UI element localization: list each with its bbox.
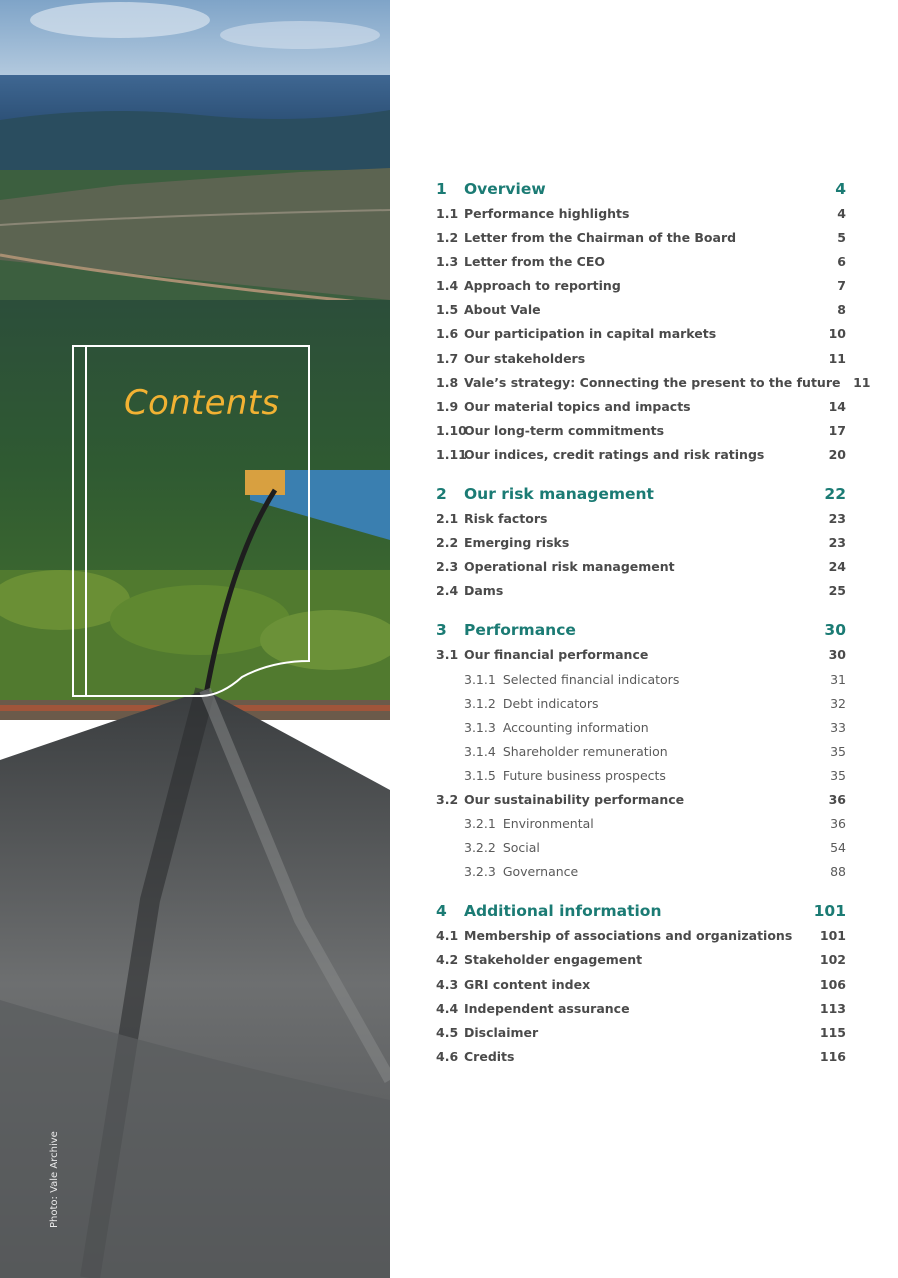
toc-item-title: Our stakeholders	[464, 350, 586, 366]
toc-item-number: 3.1.1	[464, 671, 496, 687]
toc-item-number: 3.1.3	[464, 719, 496, 735]
toc-item-title: Independent assurance	[464, 1000, 630, 1016]
toc-item-number: 4.5	[436, 1024, 459, 1040]
toc-section-page: 30	[824, 621, 846, 640]
toc-section-title: Performance	[464, 621, 576, 640]
cover-photo	[0, 0, 390, 1278]
toc-item-title: Letter from the Chairman of the Board	[464, 230, 737, 246]
toc-section-2[interactable]	[436, 485, 846, 511]
contents-heading: Contents	[124, 383, 280, 423]
toc-item-1-1[interactable]	[436, 206, 846, 230]
toc-item-title: Letter from the CEO	[464, 254, 605, 270]
toc-item-title: Our long-term commitments	[464, 422, 665, 438]
toc-item-number: 1.5	[436, 302, 459, 318]
toc-item-1-2[interactable]	[436, 230, 846, 254]
toc-item-title: Accounting information	[502, 719, 649, 735]
toc-item-page: 6	[837, 254, 846, 270]
toc-item-title: Membership of associations and organizations	[464, 928, 793, 944]
toc-item-title: Future business prospects	[502, 767, 666, 783]
toc-item-page: 20	[828, 446, 846, 462]
toc-item-number: 1.3	[436, 254, 459, 270]
toc-item-title: Credits	[464, 1048, 515, 1064]
toc-item-number: 4.2	[436, 952, 459, 968]
toc-item-title: Our participation in capital markets	[464, 326, 717, 342]
toc-item-title: Approach to reporting	[464, 278, 621, 294]
toc-item-3-2-3[interactable]	[436, 864, 846, 888]
toc-item-number: 3.2	[436, 791, 459, 807]
toc-item-title: Our sustainability performance	[464, 791, 685, 807]
toc-item-page: 14	[828, 398, 846, 414]
toc-item-number: 1.1	[436, 206, 459, 221]
toc-section-number: 2	[436, 485, 447, 504]
toc-section-4[interactable]	[436, 902, 846, 928]
toc-item-page: 115	[819, 1024, 846, 1040]
toc-item-number: 4.6	[436, 1048, 459, 1064]
toc-item-number: 1.2	[436, 230, 459, 246]
toc-item-number: 1.9	[436, 398, 459, 414]
toc-item-title: Our indices, credit ratings and risk ratings	[464, 446, 765, 462]
toc-item-title: Vale’s strategy: Connecting the present to the future	[464, 374, 841, 390]
toc-section-number: 3	[436, 621, 447, 640]
toc-item-number: 4.1	[436, 928, 459, 944]
toc-item-3-1-1[interactable]	[436, 672, 846, 696]
toc-item-page: 35	[830, 767, 846, 783]
toc-item-number: 2.4	[436, 583, 459, 599]
toc-item-number: 3.1	[436, 647, 459, 663]
toc-item-page: 7	[837, 278, 846, 294]
toc-item-page: 10	[828, 326, 846, 342]
toc-item-title: About Vale	[464, 302, 541, 318]
toc-section-page: 4	[835, 180, 846, 198]
toc-item-4-5[interactable]	[436, 1025, 846, 1049]
toc-item-page: 33	[830, 719, 846, 735]
toc-item-3-1-2[interactable]	[436, 696, 846, 720]
toc-item-3-2-2[interactable]	[436, 840, 846, 864]
toc-item-page: 116	[819, 1048, 846, 1064]
toc-item-number: 1.8	[436, 374, 459, 390]
toc-item-3-1-5[interactable]	[436, 768, 846, 792]
toc-item-page: 5	[837, 230, 846, 246]
toc-section-title: Overview	[464, 180, 546, 198]
toc-item-number: 3.2.2	[464, 840, 496, 856]
toc-item-4-4[interactable]	[436, 1001, 846, 1025]
toc-item-number: 2.3	[436, 559, 459, 575]
toc-item-page: 25	[828, 583, 846, 599]
toc-item-page: 36	[828, 791, 846, 807]
toc-item-number: 3.1.2	[464, 695, 496, 711]
toc-item-page: 11	[853, 374, 871, 390]
toc-item-page: 30	[828, 647, 846, 663]
toc-section-title: Our risk management	[464, 485, 654, 504]
toc-item-page: 8	[837, 302, 846, 318]
toc-item-page: 88	[830, 864, 846, 880]
toc-section-3[interactable]	[436, 621, 846, 647]
toc-item-1-9[interactable]	[436, 399, 846, 423]
toc-item-title: Environmental	[502, 816, 594, 832]
toc-item-title: Disclaimer	[464, 1024, 539, 1040]
toc-item-page: 24	[828, 559, 846, 575]
toc-item-title: Risk factors	[464, 511, 548, 527]
table-of-contents	[436, 180, 871, 1073]
toc-item-page: 101	[819, 928, 846, 944]
toc-item-number: 3.1.4	[464, 743, 496, 759]
toc-item-1-6[interactable]	[436, 326, 846, 350]
toc-item-3-2[interactable]	[436, 792, 846, 816]
toc-item-1-11[interactable]	[436, 447, 846, 471]
toc-item-3-1-4[interactable]	[436, 744, 846, 768]
toc-item-2-3[interactable]	[436, 559, 846, 583]
toc-item-title: Debt indicators	[502, 695, 599, 711]
toc-item-title: Our financial performance	[464, 647, 649, 663]
photo-credit: Photo: Vale Archive	[49, 1131, 60, 1228]
toc-item-4-1[interactable]	[436, 928, 846, 952]
toc-item-page: 32	[830, 695, 846, 711]
toc-item-3-1-3[interactable]	[436, 720, 846, 744]
toc-item-number: 3.2.3	[464, 864, 496, 880]
toc-item-number: 1.11	[436, 446, 467, 462]
toc-item-1-5[interactable]	[436, 302, 846, 326]
toc-item-page: 31	[830, 671, 846, 687]
toc-item-page: 23	[828, 511, 846, 527]
toc-item-title: Shareholder remuneration	[502, 743, 668, 759]
toc-item-page: 113	[819, 1000, 846, 1016]
toc-item-title: GRI content index	[464, 976, 591, 992]
toc-item-3-1[interactable]	[436, 647, 846, 671]
toc-item-page: 4	[837, 206, 846, 221]
toc-item-title: Governance	[502, 864, 579, 880]
toc-item-number: 3.2.1	[464, 816, 496, 832]
toc-item-4-2[interactable]	[436, 952, 846, 976]
toc-item-number: 4.4	[436, 1000, 459, 1016]
toc-item-page: 54	[830, 840, 846, 856]
toc-item-1-10[interactable]	[436, 423, 846, 447]
toc-item-number: 4.3	[436, 976, 459, 992]
toc-item-4-6[interactable]	[436, 1049, 846, 1073]
toc-item-2-1[interactable]	[436, 511, 846, 535]
toc-item-page: 36	[830, 816, 846, 832]
toc-item-number: 3.1.5	[464, 767, 496, 783]
toc-section-page: 22	[824, 485, 846, 504]
toc-item-page: 23	[828, 535, 846, 551]
toc-item-number: 1.10	[436, 422, 467, 438]
toc-item-title: Operational risk management	[464, 559, 675, 575]
toc-item-1-8[interactable]	[436, 374, 871, 399]
toc-section-number: 4	[436, 902, 447, 921]
toc-item-number: 1.4	[436, 278, 459, 294]
toc-item-1-4[interactable]	[436, 278, 846, 302]
toc-item-page: 35	[830, 743, 846, 759]
toc-item-number: 1.7	[436, 350, 459, 366]
toc-item-title: Emerging risks	[464, 535, 570, 551]
toc-item-title: Performance highlights	[464, 206, 630, 221]
toc-section-title: Additional information	[464, 902, 662, 921]
toc-item-4-3[interactable]	[436, 977, 846, 1001]
toc-item-title: Selected financial indicators	[502, 671, 680, 687]
toc-section-1[interactable]	[436, 180, 846, 206]
toc-section-page: 101	[813, 902, 846, 921]
toc-item-1-7[interactable]	[436, 351, 846, 375]
toc-item-title: Stakeholder engagement	[464, 952, 643, 968]
toc-item-page: 11	[828, 350, 846, 366]
toc-item-page: 106	[819, 976, 846, 992]
toc-item-2-2[interactable]	[436, 535, 846, 559]
toc-item-2-4[interactable]	[436, 583, 846, 607]
toc-item-number: 2.2	[436, 535, 459, 551]
toc-item-number: 2.1	[436, 511, 459, 527]
toc-item-title: Dams	[464, 583, 504, 599]
toc-item-page: 102	[819, 952, 846, 968]
toc-item-title: Our material topics and impacts	[464, 398, 691, 414]
toc-section-number: 1	[436, 180, 447, 198]
toc-item-3-2-1[interactable]	[436, 816, 846, 840]
toc-item-page: 17	[828, 422, 846, 438]
toc-item-number: 1.6	[436, 326, 459, 342]
toc-item-title: Social	[502, 840, 540, 856]
toc-item-1-3[interactable]	[436, 254, 846, 278]
